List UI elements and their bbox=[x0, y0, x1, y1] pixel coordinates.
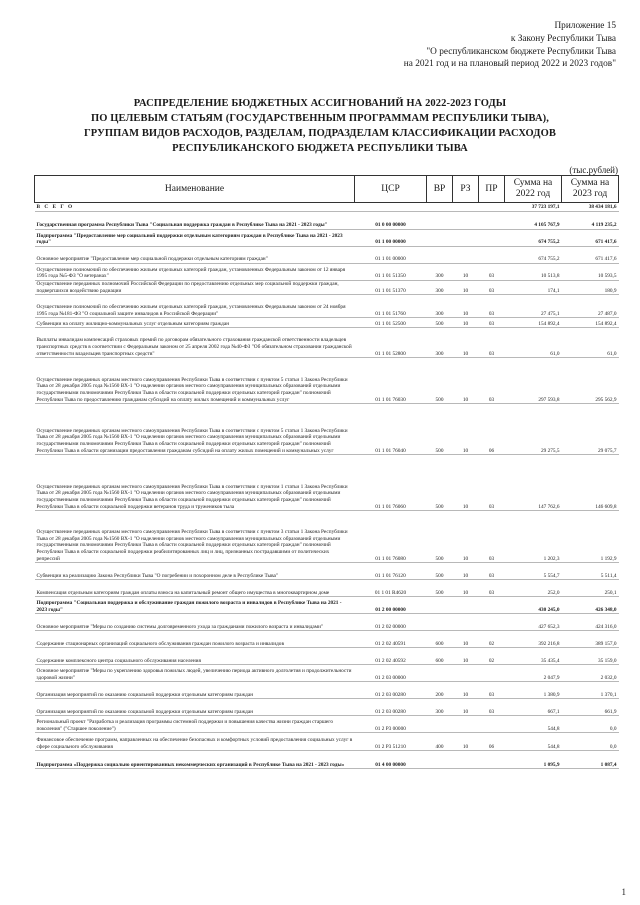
cell-csr: 01 2 02 00000 bbox=[355, 614, 427, 631]
cell-name: Осуществление полномочий по обеспечению жильем отдельных категорий граждан, установленных Федеральным законом от 24 ноября 1995 года №181-ФЗ "О социальной защите инвалидов в Российской Федерации" bbox=[35, 295, 355, 318]
cell-vr: 600 bbox=[427, 648, 453, 665]
cell-sum-2022: 1 202,3 bbox=[505, 511, 562, 563]
cell-sum-2023: 154 892,4 bbox=[562, 318, 619, 328]
cell-rz: 10 bbox=[453, 682, 479, 699]
table-row bbox=[35, 665, 619, 682]
cell-csr: 01 2 02 40592 bbox=[355, 648, 427, 665]
table-row bbox=[35, 455, 619, 511]
cell-csr: 01 1 01 76040 bbox=[355, 404, 427, 455]
table-row bbox=[35, 318, 619, 328]
cell-name: Субвенции на оплату жилищно-коммунальных услуг отдельным категориям граждан bbox=[35, 318, 355, 328]
cell-csr: 01 1 01 R4620 bbox=[355, 580, 427, 597]
cell-vr: 300 bbox=[427, 281, 453, 295]
cell-rz: 10 bbox=[453, 699, 479, 716]
cell-vr: 200 bbox=[427, 682, 453, 699]
cell-sum-2022: 1 095,9 bbox=[505, 751, 562, 769]
title-line-4: РЕСПУБЛИКАНСКОГО БЮДЖЕТА РЕСПУБЛИКИ ТЫВА bbox=[172, 143, 468, 154]
cell-vr bbox=[427, 751, 453, 769]
table-row bbox=[35, 631, 619, 648]
cell-pr bbox=[479, 247, 505, 264]
table-row bbox=[35, 203, 619, 212]
column-header-sum-2023: Сумма на 2023 год bbox=[562, 176, 619, 203]
cell-rz bbox=[453, 665, 479, 682]
cell-csr: 01 1 01 51370 bbox=[355, 281, 427, 295]
appendix-line-3: "О республиканском бюджете Республики Тыва bbox=[426, 46, 616, 57]
cell-pr bbox=[479, 212, 505, 230]
cell-vr bbox=[427, 203, 453, 212]
column-header-sum-2022: Сумма на 2022 год bbox=[505, 176, 562, 203]
cell-name: Подпрограмма "Социальная поддержка и обслуживание граждан пожилого возраста и инвалидов в Республике Тыва на 2021 - 2023 годы" bbox=[35, 597, 355, 614]
table-row bbox=[35, 699, 619, 716]
cell-vr: 500 bbox=[427, 358, 453, 404]
cell-name: Осуществление переданных органам местного самоуправления Республики Тыва в соответствии с пунктом 3 статьи 1 Закона Республики Тыва от 28 декабря 2005 года №1560 ВХ-1 "О наделении органов местного самоуправления муниципальных образований отдельными государственными полномочиями Республики Тыва в области социальной поддержки отдельных категорий граждан" полномочий Республики Тыва в области социальной поддержки реабилитированных лиц и лиц, признанных пострадавшими от политических репрессий bbox=[35, 511, 355, 563]
table-row bbox=[35, 614, 619, 631]
table-row bbox=[35, 328, 619, 358]
cell-sum-2023: 1 087,4 bbox=[562, 751, 619, 769]
cell-sum-2023: 0,0 bbox=[562, 733, 619, 751]
cell-sum-2023: 1 370,1 bbox=[562, 682, 619, 699]
budget-table bbox=[34, 175, 619, 769]
cell-name: Осуществление полномочий по обеспечению жильем отдельных категорий граждан, установленных Федеральным законом от 12 января 1995 года №5-ФЗ "О ветеранах" bbox=[35, 264, 355, 281]
cell-vr: 500 bbox=[427, 511, 453, 563]
cell-csr: 01 1 00 00000 bbox=[355, 230, 427, 247]
cell-rz: 10 bbox=[453, 328, 479, 358]
cell-name: Подпрограмма «Поддержка социально ориентированных некоммерческих организаций в Республике Тыва на 2021 - 2023 годы» bbox=[35, 751, 355, 769]
cell-sum-2023: 671 417,6 bbox=[562, 247, 619, 264]
cell-sum-2022: 4 105 767,9 bbox=[505, 212, 562, 230]
cell-name: Организация мероприятий по оказанию социальной поддержки отдельным категориям граждан bbox=[35, 699, 355, 716]
cell-sum-2023: 0,0 bbox=[562, 716, 619, 733]
cell-sum-2023: 61,0 bbox=[562, 328, 619, 358]
cell-sum-2022: 35 435,4 bbox=[505, 648, 562, 665]
cell-pr: 02 bbox=[479, 648, 505, 665]
table-row bbox=[35, 733, 619, 751]
cell-rz: 10 bbox=[453, 631, 479, 648]
table-row bbox=[35, 648, 619, 665]
cell-pr bbox=[479, 751, 505, 769]
cell-sum-2023: 2 032,0 bbox=[562, 665, 619, 682]
cell-vr: 500 bbox=[427, 318, 453, 328]
appendix-line-2: к Закону Республики Тыва bbox=[510, 33, 616, 44]
table-row bbox=[35, 264, 619, 281]
cell-rz: 10 bbox=[453, 264, 479, 281]
cell-sum-2022: 674 755,2 bbox=[505, 230, 562, 247]
cell-pr: 03 bbox=[479, 281, 505, 295]
cell-sum-2022: 5 554,7 bbox=[505, 563, 562, 580]
cell-vr: 600 bbox=[427, 631, 453, 648]
cell-name: Содержание стационарных организаций социального обслуживания граждан пожилого возраста и инвалидов bbox=[35, 631, 355, 648]
column-header-name: Наименование bbox=[35, 176, 355, 203]
cell-vr bbox=[427, 212, 453, 230]
cell-csr: 01 1 01 51350 bbox=[355, 264, 427, 281]
column-header-vr: ВР bbox=[427, 176, 453, 203]
cell-sum-2023: 1 192,9 bbox=[562, 511, 619, 563]
cell-csr: 01 4 00 00000 bbox=[355, 751, 427, 769]
cell-csr: 01 1 01 52800 bbox=[355, 328, 427, 358]
cell-csr: 01 2 P3 51210 bbox=[355, 733, 427, 751]
cell-csr: 01 2 00 00000 bbox=[355, 597, 427, 614]
unit-note: (тыс.рублей) bbox=[569, 165, 618, 175]
cell-sum-2023: 29 075,7 bbox=[562, 404, 619, 455]
table-row bbox=[35, 511, 619, 563]
table-body bbox=[35, 203, 619, 769]
cell-rz: 10 bbox=[453, 563, 479, 580]
cell-sum-2023: 180,9 bbox=[562, 281, 619, 295]
cell-name: Компенсация отдельным категориям граждан оплаты взноса на капитальный ремонт общего имущества в многоквартирном доме bbox=[35, 580, 355, 597]
cell-vr bbox=[427, 230, 453, 247]
cell-pr: 03 bbox=[479, 264, 505, 281]
cell-sum-2022: 252,0 bbox=[505, 580, 562, 597]
cell-csr: 01 2 02 40591 bbox=[355, 631, 427, 648]
cell-csr: 01 2 03 00280 bbox=[355, 682, 427, 699]
cell-csr: 01 1 01 76080 bbox=[355, 511, 427, 563]
cell-sum-2022: 2 047,9 bbox=[505, 665, 562, 682]
table-row bbox=[35, 295, 619, 318]
cell-csr: 01 1 01 76030 bbox=[355, 358, 427, 404]
cell-pr bbox=[479, 716, 505, 733]
table-row bbox=[35, 247, 619, 264]
cell-pr: 02 bbox=[479, 631, 505, 648]
cell-csr: 01 1 01 76060 bbox=[355, 455, 427, 511]
cell-sum-2023: 426 348,0 bbox=[562, 597, 619, 614]
table-row bbox=[35, 358, 619, 404]
cell-pr: 03 bbox=[479, 511, 505, 563]
cell-sum-2022: 37 723 197,1 bbox=[505, 203, 562, 212]
cell-pr: 03 bbox=[479, 295, 505, 318]
cell-rz bbox=[453, 203, 479, 212]
cell-name: Осуществление переданных органам местного самоуправления Республики Тыва в соответствии с пунктом 5 статьи 1 Закона Республики Тыва от 28 декабря 2005 года №1560 ВХ-1 "О наделении органов местного самоуправления муниципальных образований отдельными государственными полномочиями Республики Тыва в области социальной поддержки отдельных категорий граждан" полномочий Республики Тыва по предоставлению гражданам субсидий на оплату жилых помещений и коммунальных услуг bbox=[35, 358, 355, 404]
table-row bbox=[35, 751, 619, 769]
cell-rz: 10 bbox=[453, 358, 479, 404]
table-row bbox=[35, 212, 619, 230]
cell-sum-2023: 4 119 235,2 bbox=[562, 212, 619, 230]
cell-csr: 01 0 00 00000 bbox=[355, 212, 427, 230]
cell-sum-2022: 147 762,6 bbox=[505, 455, 562, 511]
cell-rz: 10 bbox=[453, 295, 479, 318]
cell-sum-2022: 427 652,3 bbox=[505, 614, 562, 631]
appendix-line-1: Приложение 15 bbox=[554, 21, 616, 31]
appendix-header bbox=[404, 20, 616, 71]
cell-csr bbox=[355, 203, 427, 212]
document-title bbox=[60, 96, 580, 156]
cell-sum-2023: 295 562,9 bbox=[562, 358, 619, 404]
cell-name: Государственная программа Республики Тыва "Социальная поддержка граждан в Республике Тыва на 2021 - 2023 годы" bbox=[35, 212, 355, 230]
title-line-3: ГРУППАМ ВИДОВ РАСХОДОВ, РАЗДЕЛАМ, ПОДРАЗДЕЛАМ КЛАССИФИКАЦИИ РАСХОДОВ bbox=[84, 128, 556, 139]
cell-rz bbox=[453, 614, 479, 631]
cell-vr bbox=[427, 716, 453, 733]
table-row bbox=[35, 563, 619, 580]
cell-name: Осуществление переданных органам местного самоуправления Республики Тыва в соответствии с пунктом 1 статьи 1 Закона Республики Тыва от 28 декабря 2005 года №1560 ВХ-1 "О наделении органов местного самоуправления муниципальных образований отдельными государственными полномочиями Республики Тыва в области социальной поддержки отдельных категорий граждан" полномочий Республики Тыва в области социальной поддержки ветеранов труда и тружеников тыла bbox=[35, 455, 355, 511]
cell-sum-2023: 250,1 bbox=[562, 580, 619, 597]
cell-pr: 03 bbox=[479, 358, 505, 404]
cell-pr: 03 bbox=[479, 699, 505, 716]
cell-rz: 10 bbox=[453, 455, 479, 511]
cell-sum-2023: 661,9 bbox=[562, 699, 619, 716]
cell-sum-2023: 146 609,8 bbox=[562, 455, 619, 511]
cell-sum-2022: 154 892,4 bbox=[505, 318, 562, 328]
cell-sum-2022: 392 216,8 bbox=[505, 631, 562, 648]
cell-csr: 01 2 03 00280 bbox=[355, 699, 427, 716]
cell-sum-2023: 671 417,6 bbox=[562, 230, 619, 247]
cell-vr: 400 bbox=[427, 733, 453, 751]
cell-vr bbox=[427, 597, 453, 614]
cell-rz: 10 bbox=[453, 318, 479, 328]
cell-csr: 01 2 03 00000 bbox=[355, 665, 427, 682]
cell-vr bbox=[427, 247, 453, 264]
cell-pr: 06 bbox=[479, 404, 505, 455]
cell-sum-2023: 38 434 181,6 bbox=[562, 203, 619, 212]
table-row bbox=[35, 404, 619, 455]
cell-vr: 300 bbox=[427, 295, 453, 318]
page-number: 1 bbox=[621, 887, 626, 897]
cell-sum-2022: 430 245,0 bbox=[505, 597, 562, 614]
cell-name: Основное мероприятие "Меры по укреплению здоровья пожилых людей, увеличению периода активного долголетия и продолжительности здоровой жизни" bbox=[35, 665, 355, 682]
cell-pr bbox=[479, 614, 505, 631]
cell-csr: 01 1 01 52500 bbox=[355, 318, 427, 328]
table-row bbox=[35, 716, 619, 733]
cell-pr: 03 bbox=[479, 563, 505, 580]
cell-sum-2022: 174,1 bbox=[505, 281, 562, 295]
cell-pr: 03 bbox=[479, 455, 505, 511]
table-row bbox=[35, 580, 619, 597]
cell-vr: 500 bbox=[427, 455, 453, 511]
cell-rz bbox=[453, 212, 479, 230]
cell-sum-2023: 424 316,0 bbox=[562, 614, 619, 631]
table-row bbox=[35, 682, 619, 699]
cell-name: Финансовое обеспечение программ, направленных на обеспечение безопасных и комфортных условий предоставления социальных услуг в сфере социального обслуживания bbox=[35, 733, 355, 751]
cell-sum-2022: 29 275,5 bbox=[505, 404, 562, 455]
cell-sum-2023: 10 593,5 bbox=[562, 264, 619, 281]
cell-name: Осуществление переданных полномочий Российской Федерации по предоставлению отдельных мер социальной поддержки граждан, подвергшихся воздействию радиации bbox=[35, 281, 355, 295]
cell-pr bbox=[479, 203, 505, 212]
cell-vr bbox=[427, 614, 453, 631]
cell-pr bbox=[479, 665, 505, 682]
cell-pr: 03 bbox=[479, 328, 505, 358]
cell-pr: 03 bbox=[479, 580, 505, 597]
cell-sum-2022: 667,1 bbox=[505, 699, 562, 716]
cell-sum-2022: 10 513,8 bbox=[505, 264, 562, 281]
cell-sum-2023: 5 511,4 bbox=[562, 563, 619, 580]
cell-name: Выплаты инвалидам компенсаций страховых премий по договорам обязательного страхования гражданской ответственности владельцев транспортных средств в соответствии с Федеральным законом от 25 апреля 2002 года №40-ФЗ "Об обязательном страховании гражданской ответственности владельцев транспортных средств" bbox=[35, 328, 355, 358]
table-row bbox=[35, 281, 619, 295]
cell-name: Основное мероприятие "Предоставление мер социальной поддержки отдельным категориям граждан" bbox=[35, 247, 355, 264]
column-header-csr: ЦСР bbox=[355, 176, 427, 203]
cell-csr: 01 1 01 76120 bbox=[355, 563, 427, 580]
cell-name: Осуществление переданных органам местного самоуправления Республики Тыва в соответствии с пунктом 5 статьи 1 Закона Республики Тыва от 28 декабря 2005 года №1560 ВХ-1 "О наделении органов местного самоуправления муниципальных образований отдельными государственными полномочиями Республики Тыва в области социальной поддержки отдельных категорий граждан" полномочий Республики Тыва в области организации предоставления гражданам субсидий на оплату жилых помещений и коммунальных услуг bbox=[35, 404, 355, 455]
cell-vr: 300 bbox=[427, 699, 453, 716]
cell-pr: 03 bbox=[479, 682, 505, 699]
cell-rz: 10 bbox=[453, 511, 479, 563]
cell-sum-2022: 544,8 bbox=[505, 716, 562, 733]
cell-vr: 500 bbox=[427, 404, 453, 455]
cell-pr: 06 bbox=[479, 733, 505, 751]
cell-sum-2022: 27 475,1 bbox=[505, 295, 562, 318]
cell-name: Подпрограмма "Предоставление мер социальной поддержки отдельным категориям граждан в Республике Тыва на 2021 - 2023 годы" bbox=[35, 230, 355, 247]
cell-sum-2023: 389 157,0 bbox=[562, 631, 619, 648]
cell-vr: 300 bbox=[427, 264, 453, 281]
cell-pr: 03 bbox=[479, 318, 505, 328]
cell-name: Организация мероприятий по оказанию социальной поддержки отдельным категориям граждан bbox=[35, 682, 355, 699]
cell-name: Содержание комплексного центра социального обслуживания населения bbox=[35, 648, 355, 665]
cell-pr bbox=[479, 597, 505, 614]
cell-rz: 10 bbox=[453, 648, 479, 665]
cell-vr bbox=[427, 665, 453, 682]
cell-rz: 10 bbox=[453, 281, 479, 295]
appendix-line-4: на 2021 год и на плановый период 2022 и 2023 годов" bbox=[403, 59, 616, 70]
cell-rz bbox=[453, 230, 479, 247]
cell-rz: 10 bbox=[453, 580, 479, 597]
cell-rz bbox=[453, 247, 479, 264]
column-header-pr: ПР bbox=[479, 176, 505, 203]
cell-rz bbox=[453, 716, 479, 733]
cell-vr: 500 bbox=[427, 563, 453, 580]
cell-csr: 01 1 01 51760 bbox=[355, 295, 427, 318]
column-header-rz: РЗ bbox=[453, 176, 479, 203]
cell-rz: 10 bbox=[453, 404, 479, 455]
cell-name: В С Е Г О bbox=[35, 203, 355, 212]
cell-name: Основное мероприятие "Меры по созданию системы долговременного ухода за гражданами пожилого возраста и инвалидами" bbox=[35, 614, 355, 631]
cell-sum-2022: 297 593,8 bbox=[505, 358, 562, 404]
table-header-row bbox=[35, 176, 619, 203]
cell-sum-2023: 35 159,0 bbox=[562, 648, 619, 665]
cell-sum-2022: 674 755,2 bbox=[505, 247, 562, 264]
cell-sum-2022: 1 380,9 bbox=[505, 682, 562, 699]
cell-sum-2023: 27 487,0 bbox=[562, 295, 619, 318]
title-line-1: РАСПРЕДЕЛЕНИЕ БЮДЖЕТНЫХ АССИГНОВАНИЙ НА 2022-2023 ГОДЫ bbox=[133, 98, 507, 109]
title-line-2: ПО ЦЕЛЕВЫМ СТАТЬЯМ (ГОСУДАРСТВЕННЫМ ПРОГРАММАМ РЕСПУБЛИКИ ТЫВА), bbox=[91, 113, 549, 124]
cell-pr bbox=[479, 230, 505, 247]
cell-rz bbox=[453, 597, 479, 614]
cell-rz: 10 bbox=[453, 733, 479, 751]
table-row bbox=[35, 230, 619, 247]
cell-vr: 300 bbox=[427, 328, 453, 358]
cell-vr: 500 bbox=[427, 580, 453, 597]
cell-csr: 01 2 P3 00000 bbox=[355, 716, 427, 733]
cell-sum-2022: 544,8 bbox=[505, 733, 562, 751]
cell-csr: 01 1 01 00000 bbox=[355, 247, 427, 264]
cell-name: Региональный проект "Разработка и реализация программы системной поддержки и повышения качества жизни граждан старшего поколения" ("Старшее поколение") bbox=[35, 716, 355, 733]
cell-sum-2022: 61,0 bbox=[505, 328, 562, 358]
cell-name: Субвенции на реализацию Закона Республики Тыва "О погребении и похоронном деле в Республике Тыва" bbox=[35, 563, 355, 580]
cell-rz bbox=[453, 751, 479, 769]
table-row bbox=[35, 597, 619, 614]
